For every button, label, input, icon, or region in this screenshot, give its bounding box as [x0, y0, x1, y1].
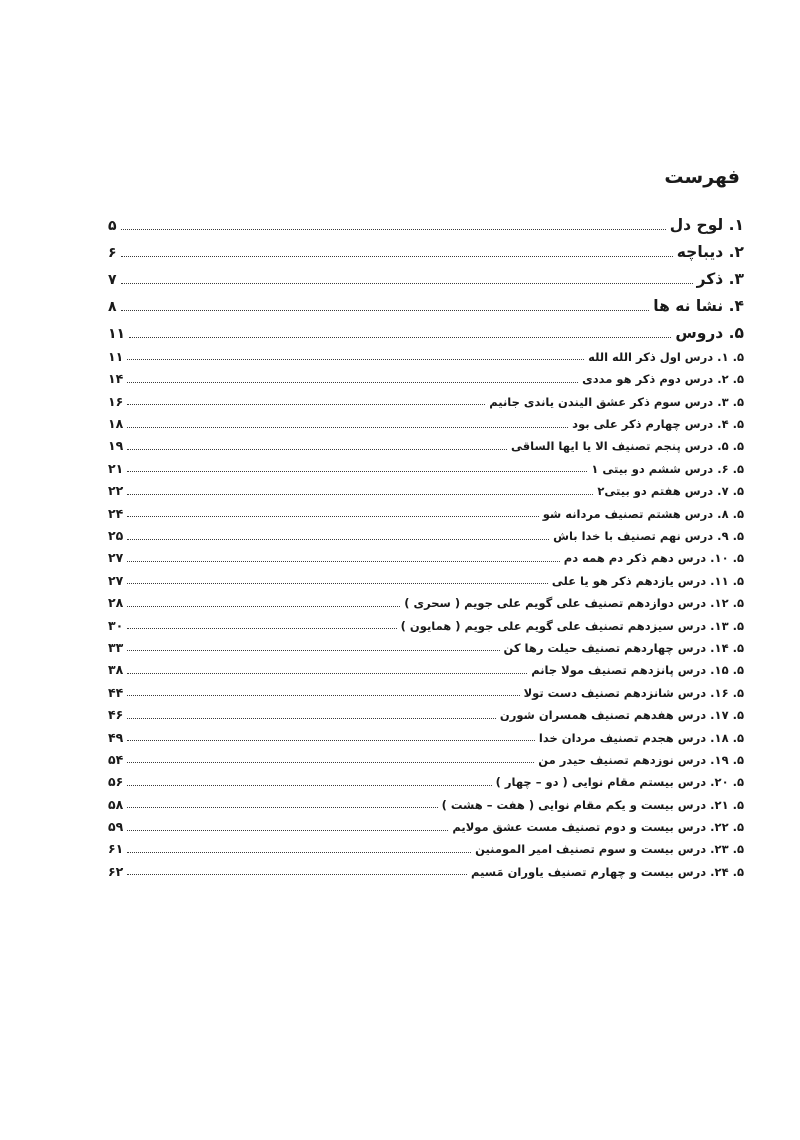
- toc-entry-title: ۵. ۱. درس اول ذکر الله الله: [588, 349, 744, 364]
- dot-leader: [121, 310, 650, 311]
- toc-entry-page: ۵۹: [108, 819, 124, 835]
- toc-entry-page: ۱۱: [108, 326, 126, 342]
- toc-entry-page: ۷: [108, 272, 117, 288]
- toc-entry-title: ۵. ۱۶. درس شانزدهم تصنیف دست تولا: [523, 685, 744, 700]
- toc-entry-title: ۵. ۴. درس چهارم ذکر علی بود: [572, 417, 744, 432]
- toc-entry-page: ۴۴: [108, 684, 124, 700]
- toc-entry-title: ۵. ۲۱. درس بیست و یکم مقام نوایی ( هفت – هشت ): [441, 797, 744, 812]
- toc-entry-page: ۱۱: [108, 348, 124, 364]
- dot-leader: [121, 256, 673, 257]
- toc-entry[interactable]: [108, 314, 744, 341]
- dot-leader: [127, 762, 534, 763]
- dot-leader: [127, 404, 485, 405]
- dot-leader: [127, 718, 496, 719]
- toc-entry[interactable]: [108, 233, 744, 260]
- toc-entry-title: ۵. ۱۱. درس یازدهم ذکر هو یا علی: [551, 573, 744, 588]
- toc-entry-page: ۲۷: [108, 572, 124, 588]
- toc-subentry[interactable]: [108, 498, 744, 520]
- toc-entry-title: ۵. ۵. درس پنجم تصنیف الا یا ایها الساقی: [510, 439, 744, 454]
- toc-entry-page: ۸: [108, 299, 117, 315]
- toc-subentry[interactable]: [108, 744, 744, 766]
- toc-entry[interactable]: [108, 206, 744, 233]
- dot-leader: [127, 449, 507, 450]
- toc-entry-page: ۳۳: [108, 639, 124, 655]
- toc-entry-title: ۵. ۱۲. درس دوازدهم تصنیف علی گویم علی جویم ( سحری ): [404, 596, 744, 611]
- toc-entry-page: ۵: [108, 218, 117, 234]
- toc-entry-title: ۵. ۱۴. درس چهاردهم تصنیف حیلت رها کن: [503, 640, 744, 655]
- dot-leader: [127, 359, 584, 360]
- dot-leader: [127, 583, 548, 584]
- dot-leader: [127, 673, 527, 674]
- toc-subentry[interactable]: [108, 543, 744, 565]
- toc-entry-page: ۱۴: [108, 371, 124, 387]
- toc-entry-page: ۲۷: [108, 550, 124, 566]
- toc-entry-title: ۵. ۱۷. درس هفدهم تصنیف همسران شورن: [499, 708, 744, 723]
- toc-entry-page: ۳۸: [108, 662, 124, 678]
- toc-entry-title: ۵. ۱۵. درس پانزدهم تصنیف مولا جانم: [531, 663, 744, 678]
- toc-subentry[interactable]: [108, 699, 744, 721]
- toc-entry-title: ۵. ۲۳. درس بیست و سوم تصنیف امیر المومنین: [475, 842, 744, 857]
- dot-leader: [127, 382, 578, 383]
- toc-entry-title: ۵. دروس: [675, 323, 744, 342]
- dot-leader: [129, 337, 671, 338]
- toc-entry-title: ۵. ۲۴. درس بیست و چهارم تصنیف یاوران مَسیم: [471, 864, 744, 879]
- toc-subentry[interactable]: [108, 453, 744, 475]
- dot-leader: [127, 539, 549, 540]
- dot-leader: [127, 471, 587, 472]
- dot-leader: [127, 830, 448, 831]
- toc-subentry[interactable]: [108, 520, 744, 542]
- toc-entry-page: ۶: [108, 245, 117, 261]
- dot-leader: [127, 561, 560, 562]
- toc-entry-title: ۴. نشا نه ها: [653, 296, 744, 315]
- toc-entry-page: ۲۴: [108, 505, 124, 521]
- toc-entry-title: ۵. ۱۰. درس دهم ذکر دم همه دم: [563, 551, 744, 566]
- toc-entry-page: ۱۹: [108, 438, 124, 454]
- toc-entry-page: ۱۶: [108, 393, 124, 409]
- table-of-contents: [108, 206, 744, 878]
- toc-entry-page: ۵۶: [108, 774, 124, 790]
- toc-subentry[interactable]: [108, 677, 744, 699]
- toc-entry-page: ۲۲: [108, 483, 124, 499]
- toc-entry-page: ۵۸: [108, 796, 124, 812]
- toc-entry-title: ۱. لوح دل: [669, 215, 744, 234]
- toc-entry-title: ۵. ۸. درس هشتم تصنیف مردانه شو: [542, 506, 744, 521]
- toc-entry-title: ۵. ۶. درس ششم دو بیتی ۱: [591, 461, 744, 476]
- toc-entry-title: ۵. ۲۲. درس بیست و دوم تصنیف مست عشق مولایم: [452, 820, 744, 835]
- toc-subentry[interactable]: [108, 408, 744, 430]
- dot-leader: [121, 229, 666, 230]
- toc-entry-page: ۴۹: [108, 729, 124, 745]
- toc-subentry[interactable]: [108, 610, 744, 632]
- dot-leader: [127, 785, 491, 786]
- toc-entry-title: ۵. ۱۹. درس نوزدهم تصنیف حیدر من: [538, 752, 744, 767]
- toc-subentry[interactable]: [108, 722, 744, 744]
- dot-leader: [121, 283, 693, 284]
- toc-entry-title: ۵. ۲. درس دوم ذکر هو مددی: [582, 372, 744, 387]
- toc-subentry[interactable]: [108, 475, 744, 497]
- toc-subentry[interactable]: [108, 431, 744, 453]
- toc-entry-page: ۲۱: [108, 460, 124, 476]
- toc-entry-title: ۵. ۷. درس هفتم دو بیتی۲: [597, 484, 744, 499]
- toc-entry-page: ۴۶: [108, 707, 124, 723]
- dot-leader: [127, 494, 593, 495]
- toc-subentry[interactable]: [108, 565, 744, 587]
- toc-subentry[interactable]: [108, 654, 744, 676]
- dot-leader: [127, 874, 467, 875]
- toc-subentry[interactable]: [108, 363, 744, 385]
- dot-leader: [127, 740, 535, 741]
- page-title: فهرست: [664, 166, 740, 188]
- toc-subentry[interactable]: [108, 587, 744, 609]
- toc-entry-title: ۵. ۱۸. درس هجدم تصنیف مردان خدا: [538, 730, 744, 745]
- dot-leader: [127, 628, 396, 629]
- toc-entry[interactable]: [108, 287, 744, 314]
- toc-subentry[interactable]: [108, 834, 744, 856]
- toc-entry-page: ۵۴: [108, 751, 124, 767]
- toc-entry-page: ۳۰: [108, 617, 124, 633]
- dot-leader: [127, 427, 568, 428]
- toc-entry-page: ۶۱: [108, 841, 124, 857]
- dot-leader: [127, 807, 437, 808]
- toc-subentry[interactable]: [108, 632, 744, 654]
- toc-entry-title: ۵. ۱۳. درس سیزدهم تصنیف علی گویم علی جویم ( همایون ): [400, 618, 744, 633]
- toc-subentry[interactable]: [108, 341, 744, 363]
- toc-entry-title: ۵. ۲۰. درس بیستم مقام نوایی ( دو – چهار ): [495, 775, 744, 790]
- toc-subentry[interactable]: [108, 386, 744, 408]
- toc-entry-page: ۲۸: [108, 595, 124, 611]
- toc-entry-page: ۲۵: [108, 528, 124, 544]
- dot-leader: [127, 650, 499, 651]
- toc-subentry[interactable]: [108, 856, 744, 878]
- toc-entry[interactable]: [108, 260, 744, 287]
- toc-subentry[interactable]: [108, 811, 744, 833]
- toc-entry-page: ۱۸: [108, 416, 124, 432]
- toc-entry-title: ۲. دیباچه: [676, 242, 744, 261]
- dot-leader: [127, 516, 538, 517]
- toc-subentry[interactable]: [108, 789, 744, 811]
- toc-subentry[interactable]: [108, 766, 744, 788]
- toc-entry-title: ۳. ذکر: [696, 269, 744, 288]
- toc-entry-page: ۶۲: [108, 863, 124, 879]
- dot-leader: [127, 695, 519, 696]
- toc-entry-title: ۵. ۳. درس سوم ذکر عشق الیندن یاندی جانیم: [489, 394, 744, 409]
- dot-leader: [127, 606, 400, 607]
- dot-leader: [127, 852, 471, 853]
- toc-entry-title: ۵. ۹. درس نهم تصنیف با خدا باش: [553, 529, 744, 544]
